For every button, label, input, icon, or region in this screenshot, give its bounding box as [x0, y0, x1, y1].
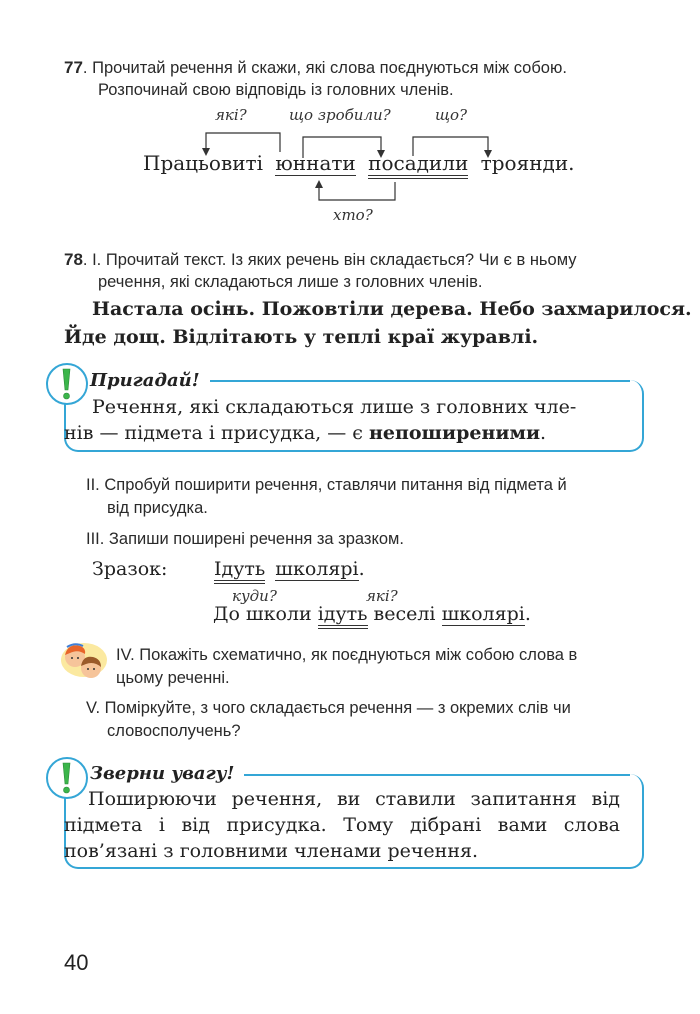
instruction-line: . Прочитай речення й скажи, які слова поєднуються між собою.: [82, 59, 567, 77]
task-78-part1: [64, 248, 577, 272]
task-78-part5-line2: словосполучень?: [107, 722, 241, 740]
sample-long-sentence: [213, 603, 531, 625]
task-78-part4: IV. Покажіть схематично, як поєднуються між собою слова в: [116, 646, 578, 664]
task-78-part2-line2: від присудка.: [107, 499, 208, 517]
reading-text-line1: Настала осінь. Пожовтіли дерева. Небо захмарилося.: [92, 298, 692, 320]
question-label: які?: [215, 106, 247, 124]
reading-text-line2: Йде дощ. Відлітають у теплі краї журавлі.: [64, 326, 539, 348]
task-number: 78: [64, 250, 83, 269]
instruction-line: . І. Прочитай текст. Із яких речень він складається? Чи є в ньому: [82, 251, 577, 269]
sample-short-sentence: [214, 558, 365, 580]
task-77-instruction-line2: Розпочинай свою відповідь із головних членів.: [98, 81, 454, 99]
box-top-border: [210, 380, 630, 382]
word: троянди.: [480, 151, 575, 175]
text: До школи: [213, 603, 318, 625]
key-term: непоширеними: [368, 422, 541, 444]
diagram-sentence: [143, 151, 575, 175]
text: .: [524, 603, 531, 625]
text: .: [540, 422, 547, 444]
exclamation-mark-icon: [62, 368, 71, 400]
predicate: ідуть: [318, 603, 368, 629]
question-label: що?: [435, 106, 468, 124]
question-label: які?: [366, 587, 398, 605]
remember-box-title: Пригадай!: [90, 370, 206, 391]
remember-box-line1: Речення, які складаються лише з головних чле-: [92, 396, 577, 418]
task-78-part4-line2: цьому реченні.: [116, 669, 230, 687]
question-label: куди?: [232, 587, 277, 605]
subject: школярі: [275, 558, 359, 580]
sentence-diagram: [0, 100, 700, 230]
word-predicate: посадили: [368, 151, 468, 179]
exclamation-icon: [46, 363, 88, 405]
attention-box-line2: підмета і від присудка. Тому дібрані вами слова: [64, 814, 620, 836]
attention-box-line3: пов’язані з головними членами речення.: [64, 840, 479, 862]
task-78-part2: II. Спробуй поширити речення, ставлячи питання від підмета й: [86, 476, 567, 494]
remember-box-line2: [64, 420, 546, 447]
text: веселі: [367, 603, 442, 625]
question-label: що зробили?: [289, 106, 391, 124]
task-77-instruction: [64, 56, 567, 80]
page-number: 40: [64, 950, 89, 975]
text: нів — підмета і присудка, — є: [64, 422, 369, 444]
predicate: Ідуть: [214, 558, 265, 584]
pair-work-kids-icon: [58, 640, 108, 682]
task-78-part1-line2: речення, які складаються лише з головних членів.: [98, 273, 483, 291]
question-label: хто?: [333, 206, 373, 224]
task-78-part5: V. Поміркуйте, з чого складається речення — з окремих слів чи: [86, 699, 571, 717]
word-subject: юннати: [275, 151, 356, 175]
task-78-part3: III. Запиши поширені речення за зразком.: [86, 530, 404, 548]
word: Працьовиті: [143, 151, 264, 175]
sample-label: Зразок:: [92, 558, 168, 580]
box-top-border: [244, 774, 630, 776]
task-number: 77: [64, 58, 83, 77]
text: .: [358, 558, 365, 580]
attention-box-line1: Поширюючи речення, ви ставили запитання від: [88, 788, 620, 810]
attention-box-title: Зверни увагу!: [90, 763, 240, 784]
subject: школярі: [441, 603, 525, 625]
